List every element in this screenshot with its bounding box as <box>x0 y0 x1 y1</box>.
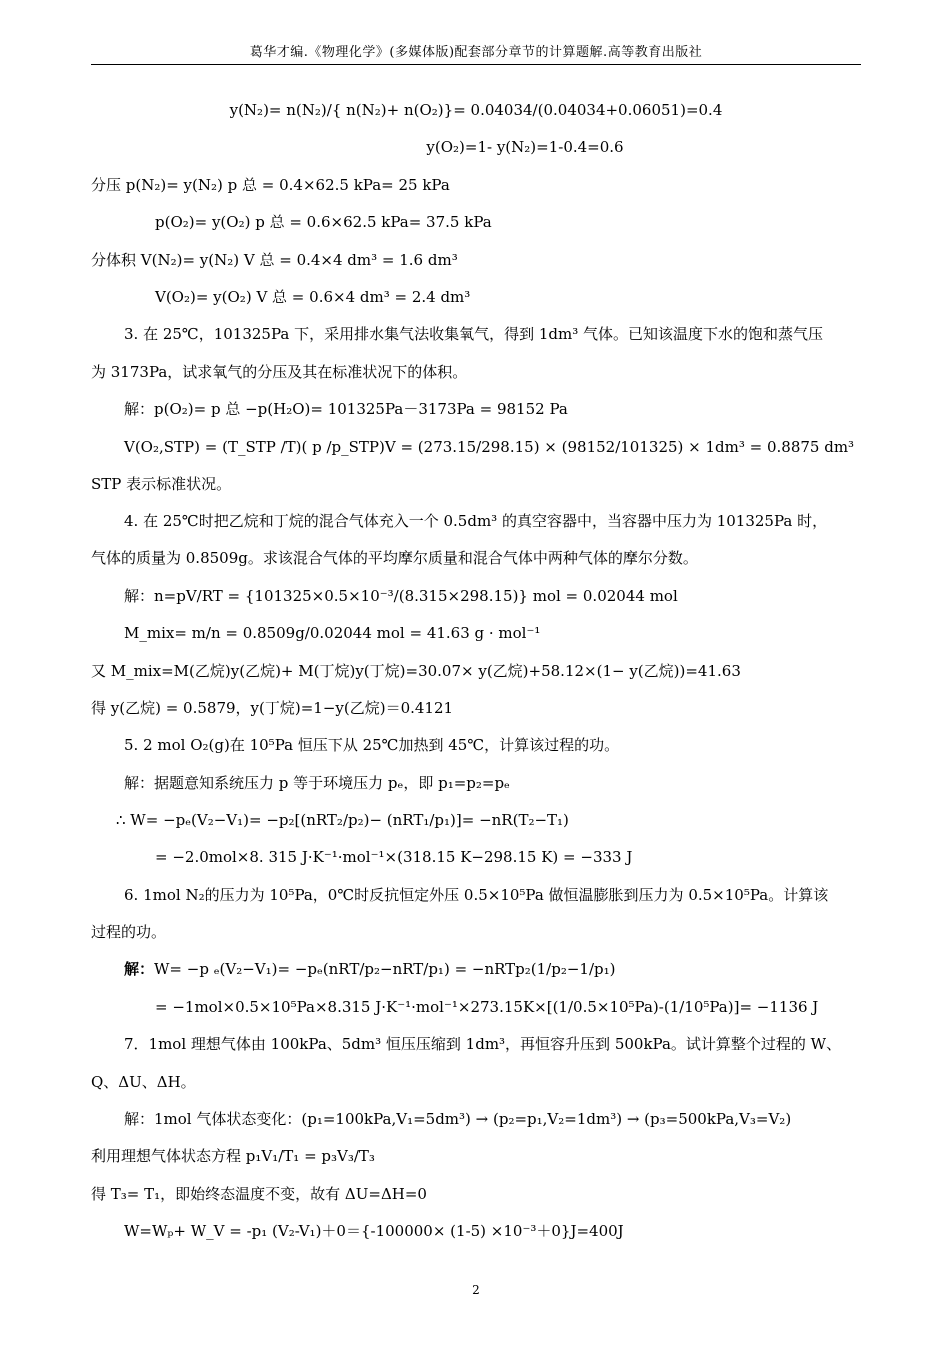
problem-4-solution-3: 又 M_mix=M(乙烷)y(乙烷)+ M(丁烷)y(丁烷)=30.07× y(乙烷)+58.12×(1− y(乙烷))=41.63 <box>91 662 741 680</box>
problem-4-text-1: 4. 在 25℃时把乙烷和丁烷的混合气体充入一个 0.5dm³ 的真空容器中，当容器中压力为 101325Pa 时， <box>124 512 828 530</box>
problem-5-solution-3: = −2.0mol×8. 315 J·K⁻¹·mol⁻¹×(318.15 K−298.15 K) = −333 J <box>155 848 633 866</box>
eq-partial-volume-o2: V(O₂)= y(O₂) V 总 = 0.6×4 dm³ = 2.4 dm³ <box>155 288 471 306</box>
solution-label: 解： <box>124 960 155 978</box>
problem-4-solution-1: 解：n=pV/RT = {101325×0.5×10⁻³/(8.315×298.15)} mol = 0.02044 mol <box>124 587 678 605</box>
problem-7-solution-3: 得 T₃= T₁，即始终态温度不变，故有 ΔU=ΔH=0 <box>91 1185 427 1203</box>
running-header: 葛华才编.《物理化学》(多媒体版)配套部分章节的计算题解.高等教育出版社 <box>249 45 703 60</box>
problem-4-solution-2: M_mix= m/n = 0.8509g/0.02044 mol = 41.63 g · mol⁻¹ <box>124 624 541 642</box>
problem-6-solution-1-eq: W= −p ₑ(V₂−V₁)= −pₑ(nRT/p₂−nRT/p₁) = −nRTp₂(1/p₂−1/p₁) <box>154 960 616 978</box>
problem-4-solution-4: 得 y(乙烷) = 0.5879，y(丁烷)=1−y(乙烷)＝0.4121 <box>91 699 454 717</box>
problem-6-solution-2: = −1mol×0.5×10⁵Pa×8.315 J·K⁻¹·mol⁻¹×273.15K×[(1/0.5×10⁵Pa)-(1/10⁵Pa)]= −1136 J <box>155 998 819 1016</box>
problem-5-solution-2: ∴ W= −pₑ(V₂−V₁)= −p₂[(nRT₂/p₂)− (nRT₁/p₁)]= −nR(T₂−T₁) <box>116 811 569 829</box>
problem-7-text-2: Q、ΔU、ΔH。 <box>91 1073 196 1091</box>
problem-3-text-2: 为 3173Pa，试求氧气的分压及其在标准状况下的体积。 <box>91 363 468 381</box>
problem-6-text-1: 6. 1mol N₂的压力为 10⁵Pa，0℃时反抗恒定外压 0.5×10⁵Pa 做恒温膨胀到压力为 0.5×10⁵Pa。计算该 <box>124 886 829 904</box>
problem-5-solution-1: 解：据题意知系统压力 p 等于环境压力 pₑ，即 p₁=p₂=pₑ <box>124 774 510 792</box>
problem-6-text-2: 过程的功。 <box>91 923 167 941</box>
problem-7-solution-2: 利用理想气体状态方程 p₁V₁/T₁ = p₃V₃/T₃ <box>91 1147 375 1165</box>
eq-partial-volume-n2: 分体积 V(N₂)= y(N₂) V 总 = 0.4×4 dm³ = 1.6 dm³ <box>91 251 458 269</box>
problem-6-solution-1 <box>124 959 615 979</box>
problem-7-solution-1: 解：1mol 气体状态变化：(p₁=100kPa,V₁=5dm³) → (p₂=p₁,V₂=1dm³) → (p₃=500kPa,V₃=V₂) <box>124 1110 792 1128</box>
eq-mole-fraction-o2: y(O₂)=1- y(N₂)=1-0.4=0.6 <box>426 138 624 156</box>
problem-3-solution-1: 解：p(O₂)= p 总 −p(H₂O)= 101325Pa－3173Pa = 98152 Pa <box>124 400 568 418</box>
eq-mole-fraction-n2: y(N₂)= n(N₂)/{ n(N₂)+ n(O₂)}= 0.04034/(0.04034+0.06051)=0.4 <box>229 101 723 119</box>
eq-partial-pressure-n2: 分压 p(N₂)= y(N₂) p 总 = 0.4×62.5 kPa= 25 kPa <box>91 176 450 194</box>
problem-7-text-1: 7．1mol 理想气体由 100kPa、5dm³ 恒压压缩到 1dm³，再恒容升压到 500kPa。试计算整个过程的 W、 <box>124 1035 842 1053</box>
problem-5-text: 5. 2 mol O₂(g)在 10⁵Pa 恒压下从 25℃加热到 45℃，计算该过程的功。 <box>124 736 620 754</box>
problem-3-solution-2: V(O₂,STP) = (T_STP /T)( p /p_STP)V = (273.15/298.15) × (98152/101325) × 1dm³ = 0.8875 dm³ <box>124 438 855 456</box>
problem-3-note: STP 表示标准状况。 <box>91 475 232 493</box>
problem-3-text-1: 3. 在 25℃，101325Pa 下，采用排水集气法收集氧气，得到 1dm³ 气体。已知该温度下水的饱和蒸气压 <box>124 325 824 343</box>
header-rule <box>91 64 861 65</box>
problem-4-text-2: 气体的质量为 0.8509g。求该混合气体的平均摩尔质量和混合气体中两种气体的摩尔分数。 <box>91 549 698 567</box>
eq-partial-pressure-o2: p(O₂)= y(O₂) p 总 = 0.6×62.5 kPa= 37.5 kPa <box>155 213 492 231</box>
page-number: 2 <box>472 1283 480 1297</box>
problem-7-solution-4: W=Wₚ+ W_V = -p₁ (V₂-V₁)＋0＝{-100000× (1-5) ×10⁻³＋0}J=400J <box>124 1222 624 1240</box>
